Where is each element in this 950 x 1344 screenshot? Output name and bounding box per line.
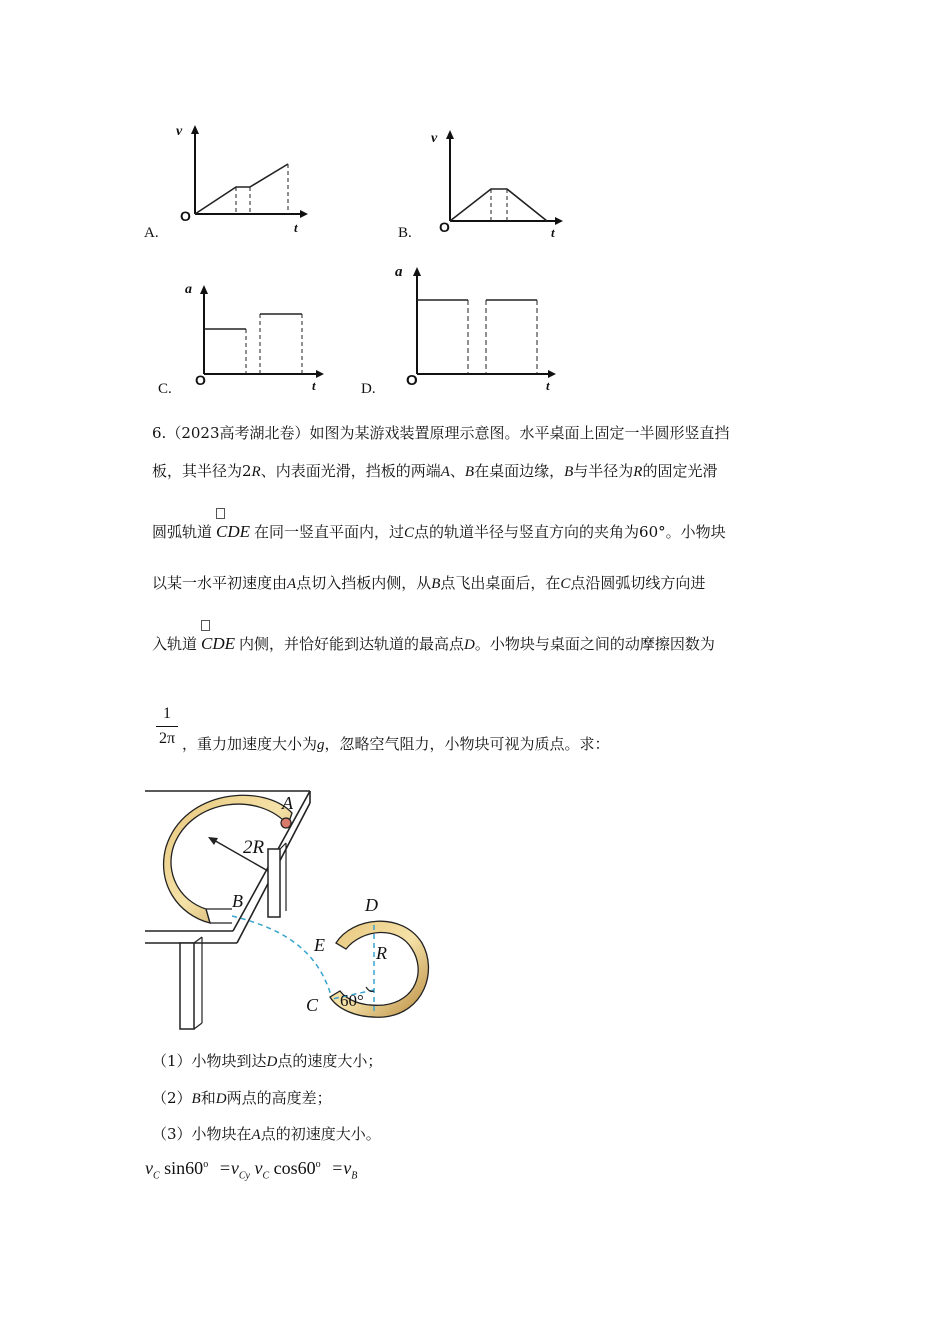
text: 在同一竖直平面内，过 [254,523,405,541]
track-name: CDE [201,634,236,653]
text: ，忽略空气阻力，小物块可视为质点。求： [324,735,610,753]
label-angle: 60° [340,991,364,1010]
question-text: 如图为某游戏装置原理示意图。水平桌面上固定一半圆形竖直挡 [309,424,730,442]
formula-sub: B [351,1170,358,1182]
var-D: D [215,1091,227,1107]
text: 以某一水平初速度由 [152,574,288,592]
friction-fraction [155,705,179,748]
t-axis-arrow [316,370,324,378]
question-line-2 [152,461,717,482]
text: ，重力加速度大小为 [182,735,318,753]
origin-label: O [406,372,418,389]
axis-label-a: a [185,282,192,297]
text: 点的初速度大小。 [260,1125,381,1143]
option-d-graph [392,262,562,392]
text: （3）小物块在 [152,1125,252,1143]
var-B: B [464,464,475,480]
var-A: A [251,1127,261,1143]
label-b: B [232,891,243,911]
formula-degree: o [203,1159,209,1170]
var-D: D [464,637,475,653]
leg-shade [194,937,202,943]
figure-svg [140,785,440,1035]
projectile-trajectory [232,916,332,999]
v-axis-arrow [446,130,454,139]
text: 点的轨道半径与竖直方向的夹角为60°。小物块 [414,523,726,541]
label-2r: 2R [243,837,265,858]
label-c: C [306,995,319,1015]
question-line-4 [152,573,705,594]
game-device-figure [140,785,440,1035]
text: 入轨道 [152,635,198,653]
text: 两点的高度差； [226,1089,332,1107]
var-A: A [440,464,450,480]
text: 圆弧轨道 [152,523,213,541]
formula-sub: C [262,1170,270,1182]
text: 和 [200,1089,216,1107]
formula-degree: o [315,1159,321,1170]
option-c-label: C. [158,381,172,397]
option-a-graph [170,122,310,235]
text: 、内表面光滑，挡板的两端 [260,462,441,480]
text: 。小物块与桌面之间的动摩擦因数为 [474,635,715,653]
formula-sin: sin60 [164,1158,204,1178]
arc-box-icon [216,508,225,519]
t-axis-arrow [548,370,556,378]
fraction-denominator: 2π [158,730,176,747]
fraction-numerator: 1 [163,705,171,722]
text: （2） [152,1089,192,1107]
text: 点飞出桌面后，在 [440,574,561,592]
v-t-curve [195,164,288,214]
sub-question-3 [152,1124,381,1145]
sub-question-1 [152,1051,382,1072]
sub-question-2 [152,1088,332,1109]
t-axis-arrow [300,210,308,218]
text: 在桌面边缘， [474,462,565,480]
var-C: C [560,576,571,592]
question-line-5 [152,634,715,655]
axis-label-v: v [431,131,438,146]
label-a: A [282,793,293,813]
axis-label-v: v [176,124,183,139]
label-r: R [376,943,387,963]
option-a-plot [170,122,310,232]
t-axis-arrow [555,217,563,225]
a-axis-arrow [200,285,208,294]
formula-v: v [145,1158,153,1178]
arc-box-icon [201,620,210,631]
question-line-1 [152,423,730,443]
leg-bottom [194,1023,202,1029]
text: 的固定光滑 [642,462,718,480]
var-g: g [317,737,325,753]
text: 、 [449,462,465,480]
formula-v: v [254,1158,263,1178]
var-B: B [431,576,441,592]
option-b-graph [425,125,565,240]
formula-line [145,1158,357,1182]
origin-label: O [180,208,191,224]
text: 与半径为 [573,462,634,480]
label-e: E [314,935,325,955]
option-d-label: D. [361,381,376,397]
v-t-curve [450,189,547,221]
var-R: R [633,464,643,480]
axis-label-t: t [312,378,316,393]
formula-eq: =v [218,1158,239,1178]
origin-label: O [439,219,450,235]
ball-at-a [281,818,291,828]
axis-label-t: t [294,220,298,235]
arc-track-symbol [201,634,235,654]
option-b-label: B. [398,225,412,241]
option-c-graph [180,278,330,393]
var-R: R [251,464,261,480]
angle-arc [366,987,374,992]
var-B: B [564,464,574,480]
text: 板，其半径为2 [152,462,252,480]
option-a-label: A. [144,225,159,241]
formula-eq: =v [331,1158,352,1178]
formula-cos: cos60 [273,1158,316,1178]
var-C: C [404,525,415,541]
text: 点切入挡板内侧，从 [296,574,432,592]
text: 内侧，并恰好能到达轨道的最高点 [239,635,465,653]
label-d: D [365,895,378,915]
var-B: B [191,1091,201,1107]
formula-sub: Cy [238,1170,250,1182]
text: 点沿圆弧切线方向进 [570,574,706,592]
question-line-3 [152,522,726,543]
question-source: （2023高考湖北卷） [166,424,310,442]
table-leg-back [268,849,280,917]
origin-label: O [195,372,206,388]
var-D: D [266,1054,278,1070]
fraction-bar [156,726,178,727]
axis-label-a: a [395,264,403,280]
var-A: A [287,576,297,592]
track-name: CDE [216,522,251,541]
arc-track-symbol [216,522,250,542]
formula-sub: C [153,1170,160,1182]
axis-label-t: t [546,378,550,393]
text: 点的速度大小； [277,1052,383,1070]
a-axis-arrow [413,267,421,276]
question-number: 6. [152,424,167,442]
v-axis-arrow [191,125,199,134]
axis-label-t: t [551,225,555,240]
question-line-6 [182,734,610,755]
text: （1）小物块到达 [152,1052,267,1070]
table-leg-front [180,943,194,1029]
